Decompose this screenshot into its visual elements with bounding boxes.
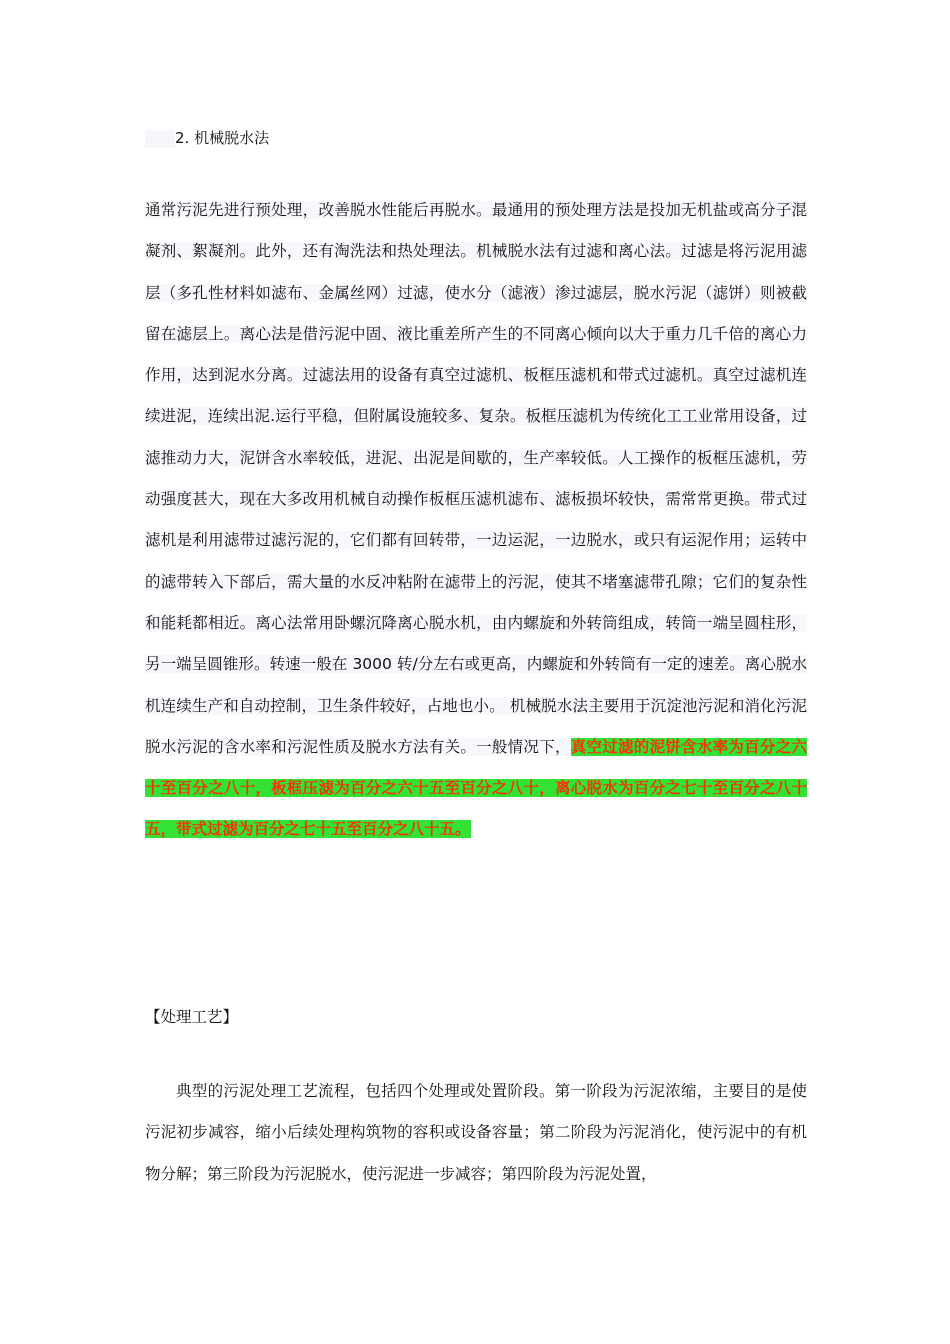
heading-text: 2. 机械脱水法 — [175, 129, 270, 147]
main-paragraph — [145, 190, 807, 890]
process-paragraph: 典型的污泥处理工艺流程，包括四个处理或处置阶段。第一阶段为污泥浓缩，主要目的是使污泥初步减容，缩小后续处理构筑物的容积或设备容量；第二阶段为污泥消化，使污泥中的有机物分解；第三阶段为污泥脱水，使污泥进一步减容；第四阶段为污泥处置， — [145, 1082, 807, 1183]
paragraph-body-text: 通常污泥先进行预处理，改善脱水性能后再脱水。最通用的预处理方法是投加无机盐或高分子混凝剂、絮凝剂。此外，还有淘洗法和热处理法。机械脱水法有过滤和离心法。过滤是将污泥用滤层（多孔性材料如滤布、金属丝网）过滤，使水分（滤液）渗过滤层，脱水污泥（滤饼）则被截留在滤层上。离心法是借污泥中固、液比重差所产生的不同离心倾向以大于重力几千倍的离心力作用，达到泥水分离。过滤法用的设备有真空过滤机、板框压滤机和带式过滤机。真空过滤机连续进泥，连续出泥.运行平稳，但附属设施较多、复杂。板框压滤机为传统化工工业常用设备，过滤推动力大，泥饼含水率较低，进泥、出泥是间歇的，生产率较低。人工操作的板框压滤机，劳动强度甚大，现在大多改用机械自动操作板框压滤机滤布、滤板损坏较快，需常常更换。带式过滤机是利用滤带过滤污泥的，它们都有回转带，一边运泥，一边脱水，或只有运泥作用；运转中的滤带转入下部后，需大量的水反冲粘附在滤带上的污泥，使其不堵塞滤带孔隙；它们的复杂性和能耗都相近。离心法常用卧螺沉降离心脱水机，由内螺旋和外转筒组成，转筒一端呈圆柱形，另一端呈圆锥形。转速一般在 3000 转/分左右或更高，内螺旋和外转筒有一定的速差。离心脱水机连续生产和自动控制，卫生条件较好，占地也小。 机械脱水法主要用于沉淀池污泥和消化污泥脱水污泥的含水率和污泥性质及脱水方法有关。一般情况下， — [145, 201, 807, 756]
process-section-title: 【处理工艺】 — [145, 1008, 239, 1026]
highlighted-moisture-content-text: 真空过滤的泥饼含水率为百分之六十至百分之八十，板框压滤为百分之六十五至百分之八十，离心脱水为百分之七十至百分之八十五，带式过滤为百分之七十五至百分之八十五。 — [145, 737, 807, 839]
heading-indent-shade — [145, 130, 175, 148]
section-heading — [145, 127, 269, 149]
